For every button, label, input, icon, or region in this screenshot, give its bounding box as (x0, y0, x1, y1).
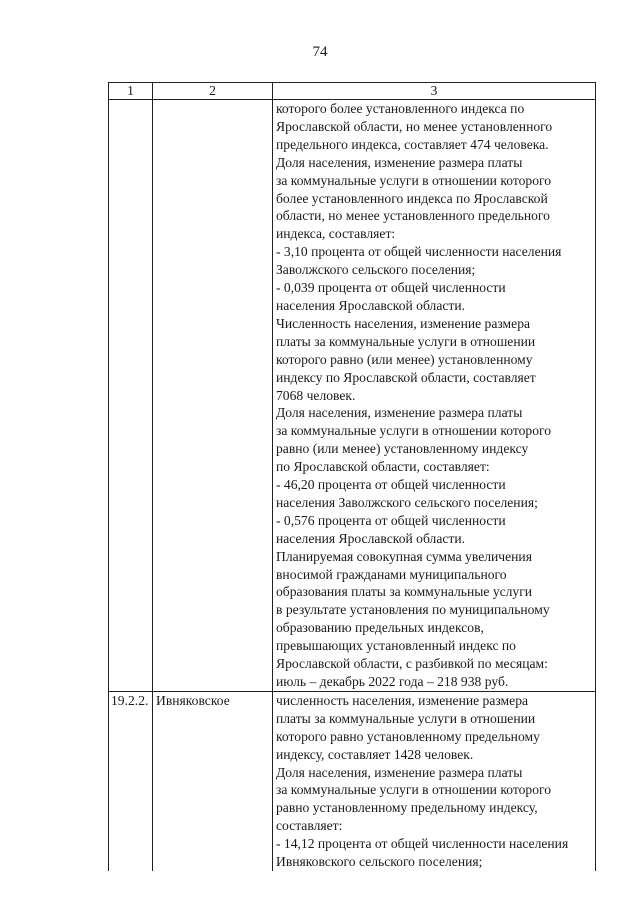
description-line: составляет: (276, 818, 343, 834)
description-line: Доля населения, изменение размера платы (276, 405, 523, 421)
description-line: Ивняковского сельского поселения; (276, 854, 483, 870)
description-line: платы за коммунальные услуги в отношении (276, 333, 536, 349)
description-cell (273, 691, 596, 871)
description-line: которого равно установленному предельному (276, 728, 540, 744)
description-line: - 14,12 процента от общей численности населения (276, 836, 569, 852)
table-row (109, 100, 596, 692)
description-line: июль – декабрь 2022 года – 218 938 руб. (276, 674, 509, 689)
column-header-2: 2 (153, 83, 273, 100)
description-line: вносимой гражданами муниципального (276, 566, 507, 582)
table-row (109, 691, 596, 871)
description-line: образования платы за коммунальные услуги (276, 584, 533, 600)
description-line: более установленного индекса по Ярославской (276, 190, 548, 206)
description-line: индекса, составляет: (276, 226, 396, 242)
table-header-row (109, 83, 596, 100)
row-number-cell: 19.2.2. (109, 691, 153, 871)
page-number: 74 (312, 44, 328, 60)
description-cell (273, 100, 596, 692)
description-line: численность населения, изменение размера (276, 692, 529, 708)
description-line: населения Заволжского сельского поселения; (276, 494, 538, 510)
description-line: по Ярославской области, составляет: (276, 459, 490, 475)
description-line: Ярославской области, но менее установленного (276, 118, 553, 134)
column-header-3: 3 (273, 83, 596, 100)
description-line: Доля населения, изменение размера платы (276, 154, 523, 170)
description-line: - 0,039 процента от общей численности (276, 280, 506, 296)
description-line: равно (или менее) установленному индексу (276, 441, 529, 457)
description-line: Планируемая совокупная сумма увеличения (276, 548, 532, 564)
description-line: индексу по Ярославской области, составляет (276, 369, 536, 385)
description-line: Заволжского сельского поселения; (276, 262, 476, 278)
description-line: - 3,10 процента от общей численности населения (276, 244, 562, 260)
description-line: равно установленному предельному индексу, (276, 800, 538, 816)
description-line: которого более установленного индекса по (276, 101, 525, 116)
description-line: превышающих установленный индекс по (276, 638, 516, 654)
description-line: области, но менее установленного предельного (276, 208, 550, 224)
settlement-name-cell (153, 100, 273, 692)
description-line: - 0,576 процента от общей численности (276, 512, 506, 528)
description-line: за коммунальные услуги в отношении которого (276, 172, 552, 188)
row-number-cell (109, 100, 153, 692)
description-line: которого равно (или менее) установленному (276, 351, 533, 367)
description-line: предельного индекса, составляет 474 человека. (276, 136, 549, 152)
description-line: Численность населения, изменение размера (276, 315, 531, 331)
settlement-name-cell: Ивняковское (153, 691, 273, 871)
description-line: населения Ярославской области. (276, 297, 466, 313)
description-line: населения Ярославской области. (276, 530, 466, 546)
description-line: за коммунальные услуги в отношении которого (276, 423, 552, 439)
description-line: Доля населения, изменение размера платы (276, 764, 523, 780)
description-line: Ярославской области, с разбивкой по месяцам: (276, 656, 548, 672)
description-line: 7068 человек. (276, 387, 356, 403)
description-line: в результате установления по муниципальному (276, 602, 550, 618)
description-line: - 46,20 процента от общей численности (276, 477, 506, 493)
description-line: индексу, составляет 1428 человек. (276, 746, 474, 762)
column-header-1: 1 (109, 83, 153, 100)
description-line: образованию предельных индексов, (276, 620, 484, 636)
document-table (108, 82, 596, 871)
description-line: платы за коммунальные услуги в отношении (276, 710, 536, 726)
description-line: за коммунальные услуги в отношении которого (276, 782, 552, 798)
